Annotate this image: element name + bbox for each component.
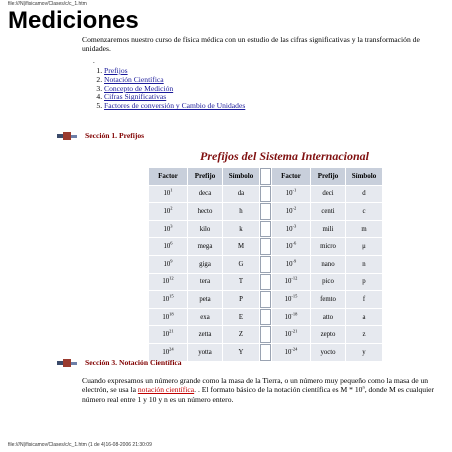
prefix-cell bbox=[188, 274, 222, 291]
factor-exponent: -24 bbox=[291, 346, 298, 352]
cell-text: 10 bbox=[285, 207, 293, 215]
factor-exponent: 2 bbox=[170, 205, 173, 211]
cell-text: 10 bbox=[163, 260, 171, 268]
page-header-path: file:///N|/fisicamov/Clases/c/c_1.htm bbox=[8, 1, 87, 7]
prefix-cell bbox=[311, 256, 345, 273]
table-row bbox=[149, 186, 382, 203]
factor-exponent: 21 bbox=[169, 328, 174, 334]
paragraph-text: , donde M es cualquier número real entre 1 y 10 y n es un número entero. bbox=[82, 385, 435, 404]
table-separator bbox=[260, 309, 271, 326]
col-header-prefix: Prefijo bbox=[311, 168, 345, 185]
table-row bbox=[149, 326, 382, 343]
symbol-cell bbox=[346, 203, 382, 220]
cell-text: 10 bbox=[162, 348, 170, 356]
cell-text: giga bbox=[199, 260, 211, 268]
factor-exponent: -3 bbox=[292, 223, 297, 229]
cell-text: P bbox=[239, 295, 243, 303]
cell-text: 10 bbox=[162, 278, 170, 286]
cell-text: 10 bbox=[163, 243, 171, 251]
prefix-cell bbox=[311, 274, 345, 291]
cell-text: 10 bbox=[162, 331, 170, 339]
paragraph-text: Cuando expresamos un número grande como la masa de la Tierra, o un número muy pequeño como la masa de un electrón, se usa la bbox=[82, 376, 429, 395]
toc-item[interactable] bbox=[104, 102, 245, 111]
prefix-cell bbox=[188, 309, 222, 326]
factor-exponent: 6 bbox=[170, 240, 173, 246]
factor-cell bbox=[272, 186, 310, 203]
cell-text: da bbox=[237, 190, 245, 198]
cell-text: nano bbox=[321, 260, 335, 268]
cell-text: yocto bbox=[320, 348, 336, 356]
cell-text: peta bbox=[199, 295, 211, 303]
cell-text: kilo bbox=[199, 225, 211, 233]
cell-text: 10 bbox=[285, 243, 293, 251]
cell-text: k bbox=[239, 225, 243, 233]
factor-cell bbox=[272, 256, 310, 273]
factor-cell bbox=[149, 291, 187, 308]
prefix-table bbox=[148, 167, 383, 362]
prefix-cell bbox=[311, 291, 345, 308]
factor-exponent: 24 bbox=[169, 346, 174, 352]
symbol-cell bbox=[223, 221, 259, 238]
table-separator bbox=[260, 168, 271, 185]
section-3-heading bbox=[57, 358, 182, 367]
factor-exponent: 15 bbox=[169, 293, 174, 299]
cell-text: 10 bbox=[162, 295, 170, 303]
cell-text: pico bbox=[322, 278, 334, 286]
cell-text: micro bbox=[320, 243, 336, 251]
factor-exponent: 1 bbox=[170, 188, 173, 194]
table-separator bbox=[260, 256, 271, 273]
toc-link[interactable]: Cifras Significativas bbox=[104, 92, 167, 102]
prefix-cell bbox=[311, 344, 345, 361]
table-separator bbox=[260, 326, 271, 343]
col-header-factor: Factor bbox=[149, 168, 187, 185]
cell-text: zepto bbox=[320, 331, 336, 339]
factor-cell bbox=[272, 326, 310, 343]
cell-text: centi bbox=[321, 207, 335, 215]
symbol-cell bbox=[223, 186, 259, 203]
cell-text: n bbox=[362, 260, 366, 268]
prefix-cell bbox=[188, 291, 222, 308]
table-row bbox=[149, 274, 382, 291]
cell-text: p bbox=[362, 278, 366, 286]
symbol-cell bbox=[223, 256, 259, 273]
section-1-heading bbox=[57, 131, 144, 140]
symbol-cell bbox=[223, 274, 259, 291]
factor-exponent: -21 bbox=[291, 328, 298, 334]
stray-dot: . bbox=[93, 57, 95, 65]
symbol-cell bbox=[346, 274, 382, 291]
cell-text: m bbox=[361, 225, 367, 233]
cell-text: tera bbox=[199, 278, 211, 286]
table-row bbox=[149, 238, 382, 255]
prefix-cell bbox=[311, 309, 345, 326]
symbol-cell bbox=[346, 291, 382, 308]
symbol-cell bbox=[223, 203, 259, 220]
factor-cell bbox=[272, 291, 310, 308]
cell-text: atto bbox=[322, 313, 334, 321]
toc-link[interactable]: Concepto de Medición bbox=[104, 83, 174, 93]
page-footer-path: file:///N|/fisicamov/Clases/c/c_1.htm (1 de 4)16-08-2006 21:30:09 bbox=[8, 442, 152, 448]
table-separator bbox=[260, 186, 271, 203]
factor-exponent: -18 bbox=[291, 311, 298, 317]
table-separator bbox=[260, 291, 271, 308]
scientific-notation-paragraph bbox=[82, 376, 438, 404]
symbol-cell bbox=[223, 291, 259, 308]
cell-text: 10 bbox=[284, 331, 292, 339]
cell-text: 10 bbox=[284, 348, 292, 356]
toc-link[interactable]: Prefijos bbox=[104, 66, 128, 75]
cell-text: hecto bbox=[197, 207, 213, 215]
cell-text: zetta bbox=[198, 331, 212, 339]
section-3-label: Sección 3. Notación Científica bbox=[85, 358, 182, 367]
cell-text: deca bbox=[198, 190, 212, 198]
table-row bbox=[149, 309, 382, 326]
cell-text: μ bbox=[362, 243, 366, 251]
prefix-cell bbox=[188, 326, 222, 343]
factor-cell bbox=[149, 203, 187, 220]
cell-text: 10 bbox=[285, 260, 293, 268]
cell-text: yotta bbox=[198, 348, 212, 356]
cell-text: mili bbox=[322, 225, 334, 233]
cell-text: 10 bbox=[284, 295, 292, 303]
col-header-symbol: Símbolo bbox=[223, 168, 259, 185]
factor-cell bbox=[149, 256, 187, 273]
cell-text: f bbox=[362, 295, 366, 303]
cell-text: 10 bbox=[163, 225, 171, 233]
intro-text: Comenzaremos nuestro curso de física médica con un estudio de las cifras significativas y la transformación de unidades. bbox=[82, 35, 420, 53]
cell-text: 10 bbox=[285, 190, 293, 198]
symbol-cell bbox=[346, 256, 382, 273]
cell-text: M bbox=[237, 243, 245, 251]
factor-exponent: -1 bbox=[292, 188, 297, 194]
col-header-prefix: Prefijo bbox=[188, 168, 222, 185]
symbol-cell bbox=[346, 221, 382, 238]
symbol-cell bbox=[223, 238, 259, 255]
factor-exponent: -9 bbox=[292, 258, 297, 264]
factor-cell bbox=[272, 221, 310, 238]
prefix-cell bbox=[188, 344, 222, 361]
cell-text: 10 bbox=[284, 313, 292, 321]
cell-text: y bbox=[362, 348, 366, 356]
cell-text: z bbox=[362, 331, 366, 339]
cell-text: d bbox=[362, 190, 366, 198]
factor-exponent: -15 bbox=[291, 293, 298, 299]
prefix-cell bbox=[188, 186, 222, 203]
symbol-cell bbox=[346, 309, 382, 326]
cell-text: 10 bbox=[163, 190, 171, 198]
table-separator bbox=[260, 274, 271, 291]
cell-text: exa bbox=[200, 313, 210, 321]
cell-text: 10 bbox=[162, 313, 170, 321]
table-separator bbox=[260, 203, 271, 220]
cell-text: Z bbox=[238, 331, 244, 339]
symbol-cell bbox=[223, 344, 259, 361]
factor-exponent: -6 bbox=[292, 240, 297, 246]
symbol-cell bbox=[346, 238, 382, 255]
paragraph-exponent: n bbox=[362, 384, 365, 390]
prefix-cell bbox=[311, 221, 345, 238]
cell-text: G bbox=[238, 260, 244, 268]
prefix-cell bbox=[311, 238, 345, 255]
factor-cell bbox=[149, 186, 187, 203]
cell-text: femto bbox=[320, 295, 336, 303]
section-bullet-icon bbox=[57, 132, 79, 140]
col-header-factor: Factor bbox=[272, 168, 310, 185]
table-row bbox=[149, 291, 382, 308]
factor-cell bbox=[149, 326, 187, 343]
cell-text: deci bbox=[322, 190, 334, 198]
table-row bbox=[149, 344, 382, 361]
prefix-cell bbox=[311, 326, 345, 343]
cell-text: Y bbox=[238, 348, 244, 356]
table-separator bbox=[260, 221, 271, 238]
factor-cell bbox=[272, 309, 310, 326]
cell-text: 10 bbox=[163, 207, 171, 215]
prefix-cell bbox=[188, 256, 222, 273]
table-title: Prefijos del Sistema Internacional bbox=[200, 149, 370, 163]
prefix-cell bbox=[188, 221, 222, 238]
cell-text: h bbox=[239, 207, 243, 215]
factor-cell bbox=[272, 344, 310, 361]
table-row bbox=[149, 221, 382, 238]
toc-link[interactable]: Factores de conversión y Cambio de Unidades bbox=[104, 101, 246, 111]
factor-exponent: -2 bbox=[292, 205, 297, 211]
cell-text: E bbox=[238, 313, 244, 321]
symbol-cell bbox=[346, 326, 382, 343]
cell-text: mega bbox=[197, 243, 213, 251]
factor-cell bbox=[149, 309, 187, 326]
table-separator bbox=[260, 238, 271, 255]
factor-cell bbox=[149, 221, 187, 238]
factor-exponent: -12 bbox=[291, 276, 298, 282]
cell-text: T bbox=[238, 278, 244, 286]
symbol-cell bbox=[346, 186, 382, 203]
cell-text: 10 bbox=[284, 278, 292, 286]
table-row bbox=[149, 203, 382, 220]
symbol-cell bbox=[223, 309, 259, 326]
factor-cell bbox=[149, 274, 187, 291]
paragraph-text: . . El formato básico de la notación científica es M * 10 bbox=[194, 385, 363, 395]
prefix-cell bbox=[311, 186, 345, 203]
section-1-label: Sección 1. Prefijos bbox=[85, 131, 145, 140]
factor-exponent: 9 bbox=[170, 258, 173, 264]
prefix-cell bbox=[311, 203, 345, 220]
table-of-contents bbox=[82, 67, 245, 111]
prefix-cell bbox=[188, 203, 222, 220]
cell-text: c bbox=[362, 207, 366, 215]
cell-text: 10 bbox=[285, 225, 293, 233]
table-row bbox=[149, 256, 382, 273]
toc-link[interactable]: Notación Científica bbox=[104, 74, 164, 84]
factor-cell bbox=[272, 203, 310, 220]
symbol-cell bbox=[346, 344, 382, 361]
factor-cell bbox=[272, 274, 310, 291]
factor-exponent: 3 bbox=[170, 223, 173, 229]
factor-cell bbox=[149, 238, 187, 255]
section-bullet-icon bbox=[57, 359, 79, 367]
page-title: Mediciones bbox=[8, 7, 139, 34]
prefix-cell bbox=[188, 238, 222, 255]
factor-exponent: 12 bbox=[169, 276, 174, 282]
factor-exponent: 18 bbox=[169, 311, 174, 317]
table-separator bbox=[260, 344, 271, 361]
symbol-cell bbox=[223, 326, 259, 343]
col-header-symbol: Símbolo bbox=[346, 168, 382, 185]
table-header-row bbox=[149, 168, 382, 185]
cell-text: a bbox=[362, 313, 366, 321]
scientific-notation-link[interactable]: notación científica bbox=[137, 385, 195, 395]
factor-cell bbox=[272, 238, 310, 255]
